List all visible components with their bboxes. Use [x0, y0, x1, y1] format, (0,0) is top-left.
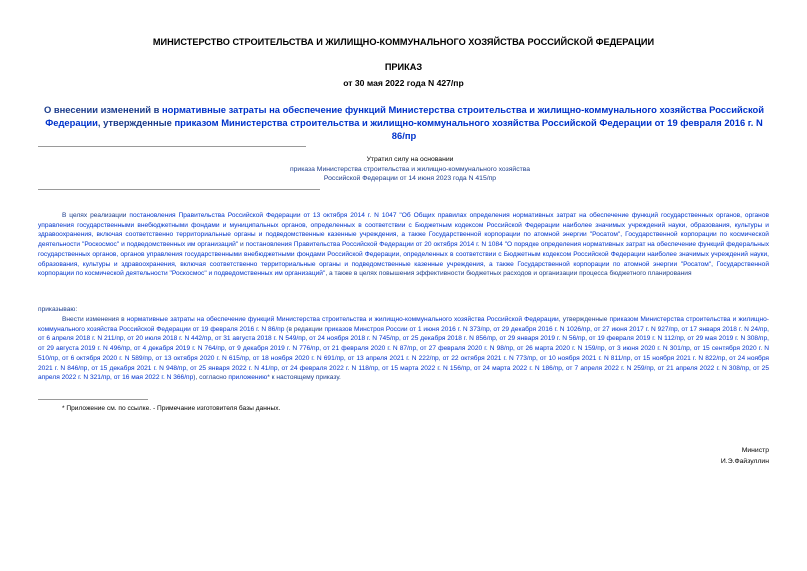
footnote-rule — [38, 399, 148, 400]
title-part2: , утвержденные — [97, 117, 175, 128]
p1-part3: , а также в целях повышения эффективности бюджетных расходов и организации процесса бюджетного планирования — [325, 270, 692, 278]
p2-part1: Внести изменения в — [62, 316, 127, 323]
lost-force-link-line2[interactable]: приказа Министерства строительства и жилищно-коммунального хозяйства — [289, 165, 531, 173]
title-link-norms[interactable]: нормативные затраты на обеспечение функций Министерства строительства и жилищно-коммунального хозяйства Российской Федерации — [45, 104, 765, 128]
p2-link-order-86[interactable]: приказом Министерства строительства и жилищно-коммунального хозяйства Российской Федерации от 19 февраля 2016 г. N 86/пр — [38, 316, 769, 333]
ministry-heading: МИНИСТЕРСТВО СТРОИТЕЛЬСТВА И ЖИЛИЩНО-КОММУНАЛЬНОГО ХОЗЯЙСТВА РОССИЙСКОЙ ФЕДЕРАЦИИ — [152, 37, 655, 47]
title-part1: О внесении изменений в — [43, 104, 162, 115]
lost-force-link-line3[interactable]: Российской Федерации от 14 июня 2023 года N 415/пр — [323, 175, 497, 183]
signature-name: И.Э.Файзуллин — [720, 457, 769, 465]
p2-link-appendix[interactable]: приложению — [228, 374, 268, 382]
p1-link-resolution-1084[interactable]: постановления Правительства Российской Федерации от 20 октября 2014 г. N 1084 "О порядке определения нормативных затрат на обеспечение функций федеральных государственных органов, органов управления государственными внебюджетными фондами Российской Федерации, определенных в соответствии с Бюджетным кодексом Российской Федерации наиболее значимых учреждений науки, образования, культуры и здравоохранения, включая соответственно территориальные органы и подведомственные казенные учреждения, а также Государственной корпорации по атомной энергии "Росатом", Государственной корпорации по космической деятельности "Роскосмос" и подведомственных им организаций" — [38, 241, 769, 278]
p2-link-amending-orders[interactable]: приказов Минстроя России от 1 июня 2016 г. N 373/пр, от 29 декабря 2016 г. N 1026/пр, от 27 июня 2017 г. N 927/пр, от 17 января 2018 г. N 24/пр, от 6 апреля 2018 г. N 211/пр, от 20 июля 2018 г. N 442/пр, от 31 августа 2018 г. N 549/пр, от 24 ноября 2018 г. N 745/пр, от 25 декабря 2018 г. N 856/пр, от 29 января 2019 г. N 56/пр, от 19 февраля 2019 г. N 112/пр, от 29 мая 2019 г. N 308/пр, от 29 августа 2019 г. N 496/пр, от 4 декабря 2019 г. N 764/пр, от 9 декабря 2019 г. N 776/пр, от 21 февраля 2020 г. N 87/пр, от 27 февраля 2020 г. N 98/пр, от 26 марта 2020 г. N 159/пр, от 3 июня 2020 г. N 301/пр, от 15 сентября 2020 г. N 510/пр, от 6 октября 2020 г. N 589/пр, от 13 октября 2020 г. N 615/пр, от 18 ноября 2020 г. N 691/пр, от 13 апреля 2021 г. N 222/пр, от 22 октября 2021 г. N 773/пр, от 10 ноября 2021 г. N 811/пр, от 15 ноября 2021 г. N 822/пр, от 24 ноября 2021 г. N 846/пр, от 15 декабря 2021 г. N 948/пр, от 25 января 2022 г. N 41/пр, от 24 февраля 2022 г. N 118/пр, от 15 марта 2022 г. N 156/пр, от 24 марта 2022 г. N 186/пр, от 7 апреля 2022 г. N 259/пр, от 21 апреля 2022 г. N 308/пр, от 25 апреля 2022 г. N 321/пр, от 16 мая 2022 г. N 366/пр — [38, 325, 769, 382]
p2-part4: ), согласно — [193, 374, 229, 382]
paragraph-changes — [38, 315, 769, 383]
p2-link-norms[interactable]: нормативные затраты на обеспечение функций Министерства строительства и жилищно-коммунального хозяйства Российской Федерации — [126, 316, 559, 323]
document-type: ПРИКАЗ — [384, 62, 423, 72]
p1-part2: и — [238, 241, 246, 249]
p2-part3: (в редакции — [284, 325, 325, 333]
p2-part5: * к настоящему приказу. — [267, 374, 341, 382]
paragraph-purpose — [38, 211, 769, 279]
document-date-number: от 30 мая 2022 года N 427/пр — [343, 78, 464, 88]
lost-force-line1: Утратил силу на основании — [366, 156, 454, 163]
title-link-order-86[interactable]: приказом Министерства строительства и жилищно-коммунального хозяйства Российской Федерации от 19 февраля 2016 г. N 86/пр — [174, 117, 763, 141]
order-word: приказываю: — [38, 306, 78, 313]
signature-position: Министр — [741, 447, 769, 454]
signature-block — [721, 446, 769, 467]
p2-part2: , утвержденные — [558, 316, 610, 323]
lost-force-bottom-rule — [38, 189, 320, 190]
lost-force-note — [250, 155, 570, 184]
p1-part1: В целях реализации — [62, 212, 130, 219]
document-title — [38, 103, 770, 142]
p1-link-resolution-1047[interactable]: постановления Правительства Российской Федерации от 13 октября 2014 г. N 1047 "Об Общих правилах определения нормативных затрат на обеспечение функций государственных органов, органов управления государственными внебюджетными фондами и муниципальных органов, определенных в соответствии с Бюджетным кодексом Российской Федерации наиболее значимых учреждений науки, образования, культуры и здравоохранения, включая соответственно территориальные органы и подведомственные казенные учреждения, а также Государственной корпорации по атомной энергии "Росатом", Государственной корпорации по космической деятельности "Роскосмос" и подведомственных им организаций" — [38, 212, 769, 249]
footnote: * Приложение см. по ссылке. - Примечание изготовителя базы данных. — [62, 405, 281, 412]
lost-force-top-rule — [38, 146, 306, 147]
